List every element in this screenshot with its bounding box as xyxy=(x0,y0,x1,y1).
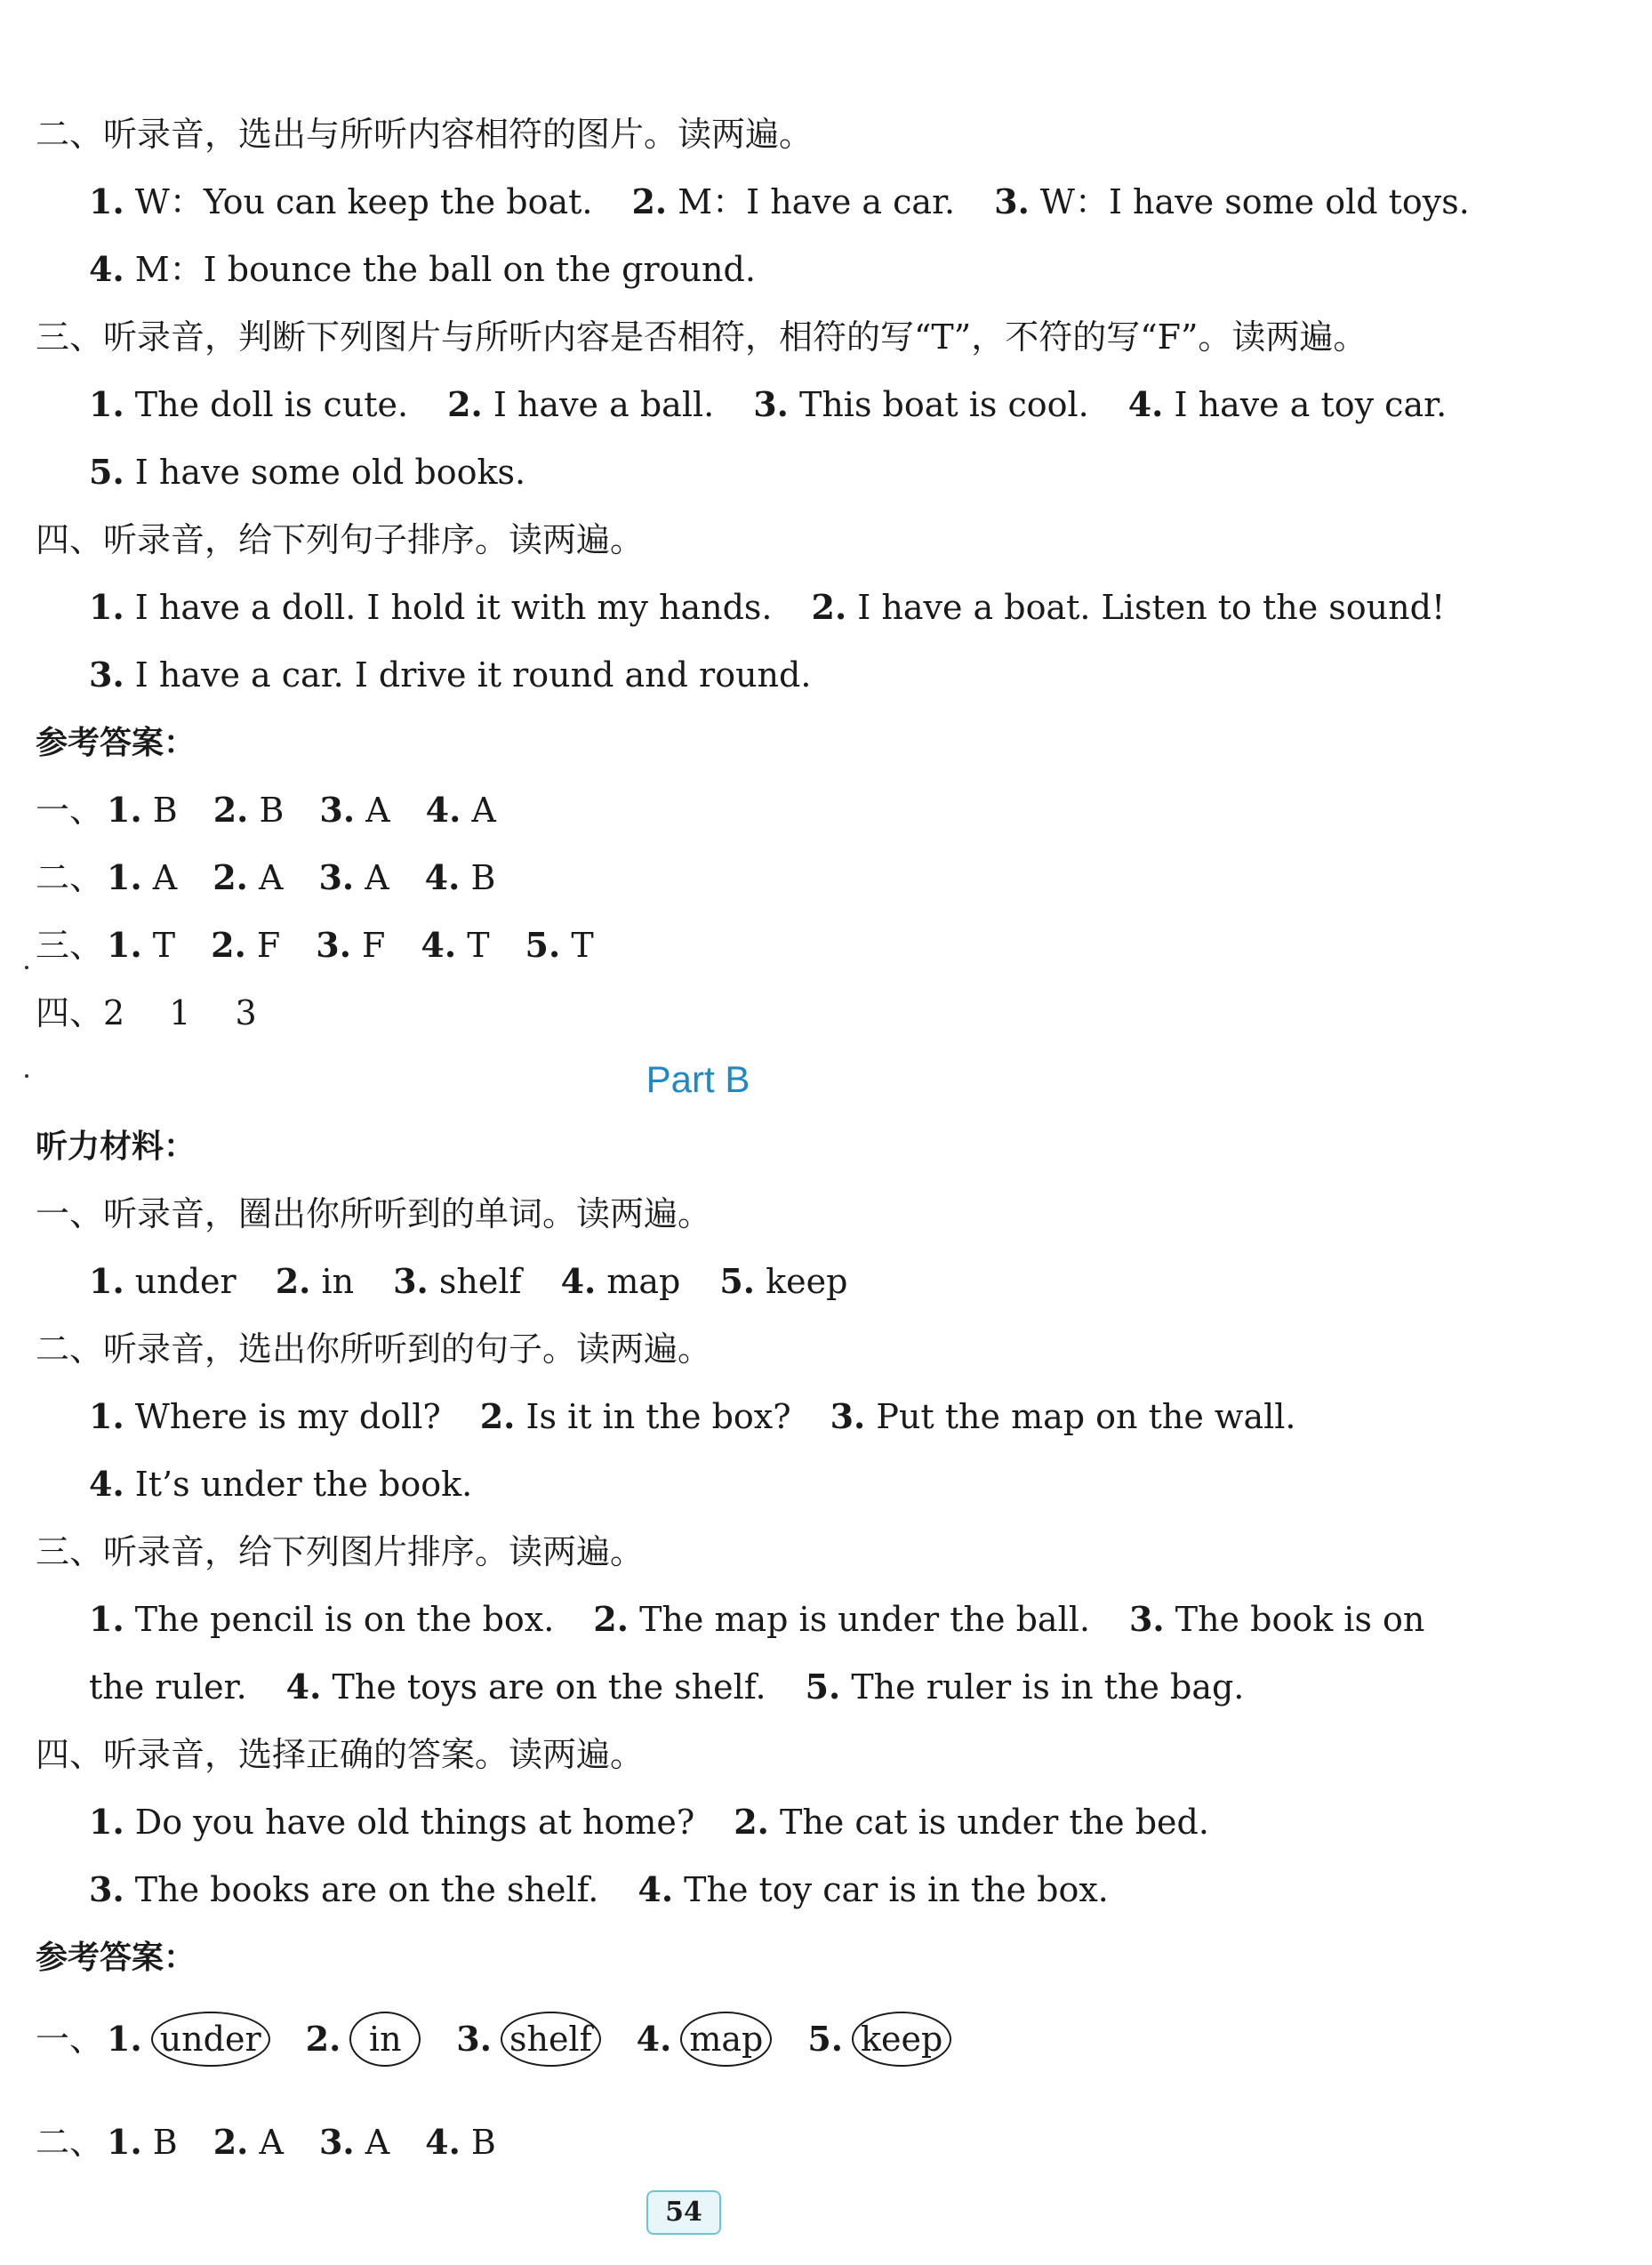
answer-item xyxy=(421,925,490,965)
item-number: 1. xyxy=(89,181,124,221)
list-item xyxy=(1127,384,1448,424)
answer-item xyxy=(107,857,178,897)
list-item xyxy=(89,181,593,221)
answer-row xyxy=(36,2122,532,2162)
list-item xyxy=(89,1261,237,1301)
answer-number: 3. xyxy=(456,2019,492,2059)
list-item xyxy=(89,587,773,627)
list-item xyxy=(89,249,756,289)
answer-item xyxy=(425,2122,496,2162)
item-number: 3. xyxy=(89,655,124,695)
item-number: 4. xyxy=(560,1261,597,1301)
item-text: in xyxy=(321,1262,355,1301)
circled-word: keep xyxy=(852,2012,951,2067)
sentence-line xyxy=(89,181,1470,221)
item-number: 2. xyxy=(479,1396,516,1436)
answer-value: B xyxy=(470,2123,496,2162)
word-line xyxy=(89,1261,848,1301)
answer-item xyxy=(424,857,496,897)
answer-value: B xyxy=(259,791,285,830)
answers-heading: 参考答案： xyxy=(36,725,196,761)
list-item xyxy=(631,181,956,221)
answer-item xyxy=(318,2122,390,2162)
answer-number: 2. xyxy=(213,790,249,830)
item-number: 4. xyxy=(89,249,124,289)
sentence-line xyxy=(89,249,756,289)
sentence-line xyxy=(89,1464,473,1504)
list-item xyxy=(285,1667,766,1707)
answer-value: A xyxy=(365,791,390,830)
answer-number: 4. xyxy=(636,2019,672,2059)
answer-prefix: 二、 xyxy=(36,2123,104,2162)
answer-number: 2. xyxy=(213,857,248,897)
item-number: 4. xyxy=(638,1869,674,1909)
list-item xyxy=(275,1261,355,1301)
answer-value: A xyxy=(365,858,389,897)
answers-heading: 参考答案： xyxy=(36,1940,196,1976)
item-text: The books are on the shelf. xyxy=(134,1870,599,1909)
item-text: I have a boat. Listen to the sound! xyxy=(857,588,1446,627)
answer-value: F xyxy=(256,926,281,965)
item-number: 3. xyxy=(393,1261,429,1301)
list-item xyxy=(89,384,409,424)
item-number: 2. xyxy=(631,181,668,221)
sentence-line xyxy=(89,1667,1245,1707)
answer-order: 2 1 3 xyxy=(103,993,257,1032)
section-title: 一、听录音，圈出你所听到的单词。读两遍。 xyxy=(36,1194,712,1233)
answer-value: A xyxy=(259,2123,284,2162)
item-text: shelf xyxy=(438,1262,522,1301)
item-number: 2. xyxy=(811,587,847,627)
section-title: 二、听录音，选出与所听内容相符的图片。读两遍。 xyxy=(36,115,814,154)
item-text: W：I have some old toys. xyxy=(1039,182,1470,221)
circled-word: in xyxy=(349,2012,421,2067)
item-number: 4. xyxy=(89,1464,124,1504)
list-item xyxy=(830,1396,1296,1436)
item-number: 1. xyxy=(89,1599,124,1639)
answer-item xyxy=(211,925,281,965)
sentence-line xyxy=(89,1396,1296,1436)
item-number: 2. xyxy=(593,1599,629,1639)
section-title: 三、听录音，判断下列图片与所听内容是否相符，相符的写“T”，不符的写“F”。读两遍。 xyxy=(36,317,1367,357)
list-item xyxy=(994,181,1470,221)
item-text: M：I have a car. xyxy=(678,182,956,221)
answer-item xyxy=(107,2012,270,2067)
answer-number: 4. xyxy=(425,790,461,830)
list-item xyxy=(593,1599,1090,1639)
list-item xyxy=(393,1261,522,1301)
answer-number: 2. xyxy=(305,2019,341,2059)
list-item xyxy=(805,1667,1245,1707)
item-text: The ruler is in the bag. xyxy=(851,1667,1245,1707)
item-text: The toy car is in the box. xyxy=(684,1870,1109,1909)
answer-prefix: 二、 xyxy=(36,858,104,897)
answer-number: 2. xyxy=(211,925,246,965)
item-number: 3. xyxy=(753,384,789,424)
answer-number: 1. xyxy=(107,857,142,897)
item-number: 5. xyxy=(719,1261,756,1301)
answer-item xyxy=(318,857,389,897)
item-text: I have a car. I drive it round and round. xyxy=(134,655,812,695)
answer-number: 4. xyxy=(421,925,457,965)
sentence-line xyxy=(89,1599,1425,1639)
item-text: under xyxy=(134,1262,237,1301)
list-item xyxy=(1128,1599,1425,1639)
answer-item xyxy=(456,2012,600,2067)
item-text: I have a ball. xyxy=(493,385,715,424)
item-text: I have a doll. I hold it with my hands. xyxy=(134,588,773,627)
list-item xyxy=(734,1802,1209,1842)
answer-value: T xyxy=(152,926,176,965)
item-text: This boat is cool. xyxy=(798,385,1089,424)
list-item xyxy=(89,1869,599,1909)
item-number: 3. xyxy=(830,1396,866,1436)
item-number: 1. xyxy=(89,587,124,627)
section-title: 三、听录音，给下列图片排序。读两遍。 xyxy=(36,1532,645,1571)
answer-number: 3. xyxy=(318,2122,355,2162)
answer-value: F xyxy=(362,926,386,965)
answer-value: A xyxy=(471,791,496,830)
item-text: M：I bounce the ball on the ground. xyxy=(134,250,756,289)
answer-value: B xyxy=(470,858,496,897)
answer-item xyxy=(425,790,496,830)
item-text: Where is my doll? xyxy=(134,1397,441,1436)
sentence-line xyxy=(89,452,526,492)
section-title: 四、听录音，选择正确的答案。读两遍。 xyxy=(36,1735,645,1774)
item-number: 1. xyxy=(89,1396,124,1436)
answer-item xyxy=(107,790,178,830)
answer-item xyxy=(319,790,390,830)
list-item xyxy=(89,1599,555,1639)
item-text: The doll is cute. xyxy=(134,385,409,424)
answer-item xyxy=(213,2122,284,2162)
item-text: map xyxy=(606,1262,681,1301)
scan-mark xyxy=(25,966,28,969)
item-text: The map is under the ball. xyxy=(639,1600,1090,1639)
item-number: 3. xyxy=(89,1869,124,1909)
item-number: 2. xyxy=(734,1802,769,1842)
listening-heading: 听力材料： xyxy=(36,1128,196,1165)
answer-prefix: 一、 xyxy=(36,2020,104,2059)
circled-word: under xyxy=(151,2012,270,2067)
sentence-line xyxy=(89,384,1448,424)
item-number: 2. xyxy=(447,384,483,424)
item-text: The toys are on the shelf. xyxy=(332,1667,766,1707)
sentence-line xyxy=(89,1869,1109,1909)
answer-value: B xyxy=(152,791,178,830)
sentence-continuation: the ruler. xyxy=(89,1667,247,1707)
item-number: 2. xyxy=(275,1261,311,1301)
answer-item xyxy=(306,2012,421,2067)
answer-prefix: 一、 xyxy=(36,791,104,830)
item-number: 3. xyxy=(994,181,1030,221)
answer-number: 3. xyxy=(318,857,355,897)
answer-row xyxy=(36,993,257,1032)
item-number: 3. xyxy=(1128,1599,1165,1639)
circled-word: map xyxy=(680,2012,772,2067)
answer-item xyxy=(107,925,176,965)
list-item xyxy=(719,1261,848,1301)
answer-item xyxy=(316,925,386,965)
list-item xyxy=(89,452,526,492)
answer-number: 1. xyxy=(107,790,142,830)
answer-number: 1. xyxy=(107,2019,142,2059)
page-number: 54 xyxy=(646,2190,721,2235)
answer-number: 2. xyxy=(213,2122,249,2162)
answer-item xyxy=(213,790,285,830)
circled-word: shelf xyxy=(501,2012,601,2067)
answer-number: 4. xyxy=(424,857,461,897)
answer-number: 1. xyxy=(107,2122,142,2162)
list-item xyxy=(638,1869,1109,1909)
answer-number: 3. xyxy=(319,790,356,830)
item-number: 1. xyxy=(89,384,124,424)
item-number: 5. xyxy=(89,452,124,492)
answer-number: 1. xyxy=(107,925,142,965)
answer-row xyxy=(36,925,630,965)
answer-prefix: 三、 xyxy=(36,926,104,965)
answer-number: 3. xyxy=(316,925,351,965)
section-title: 四、听录音，给下列句子排序。读两遍。 xyxy=(36,520,645,559)
answer-value: T xyxy=(571,926,594,965)
list-item xyxy=(811,587,1446,627)
answer-item xyxy=(107,2122,178,2162)
list-item xyxy=(89,1396,441,1436)
item-text: The book is on xyxy=(1175,1600,1425,1639)
section-title: 二、听录音，选出你所听到的句子。读两遍。 xyxy=(36,1329,712,1369)
answer-item xyxy=(637,2012,773,2067)
item-text: Is it in the box? xyxy=(525,1397,791,1436)
list-item xyxy=(89,1464,473,1504)
list-item xyxy=(479,1396,791,1436)
sentence-line xyxy=(89,655,812,695)
answer-row-circled xyxy=(36,2012,987,2067)
answer-value: T xyxy=(467,926,490,965)
list-item xyxy=(89,1802,695,1842)
answer-number: 4. xyxy=(425,2122,461,2162)
item-text: It’s under the book. xyxy=(134,1465,473,1504)
answer-value: A xyxy=(365,2123,390,2162)
item-text: W：You can keep the boat. xyxy=(134,182,593,221)
item-text: keep xyxy=(766,1262,848,1301)
item-number: 4. xyxy=(1127,384,1164,424)
item-text: The pencil is on the box. xyxy=(134,1600,555,1639)
answer-value: A xyxy=(152,858,178,897)
answer-prefix: 四、 xyxy=(36,993,104,1032)
item-number: 5. xyxy=(805,1667,841,1707)
item-text: I have a toy car. xyxy=(1174,385,1448,424)
sentence-group xyxy=(286,1667,1245,1707)
item-text: I have some old books. xyxy=(134,453,526,492)
list-item xyxy=(447,384,715,424)
item-text: Put the map on the wall. xyxy=(876,1397,1296,1436)
item-text: The cat is under the bed. xyxy=(779,1803,1209,1842)
part-title: Part B xyxy=(646,1058,750,1100)
list-item xyxy=(560,1261,681,1301)
list-item xyxy=(753,384,1089,424)
answer-item xyxy=(213,857,284,897)
list-item xyxy=(89,655,812,695)
answer-value: B xyxy=(152,2123,178,2162)
answer-item xyxy=(525,925,594,965)
item-number: 4. xyxy=(285,1667,322,1707)
sentence-line xyxy=(89,1802,1209,1842)
answer-row xyxy=(36,857,531,897)
answer-number: 5. xyxy=(807,2019,844,2059)
answer-number: 5. xyxy=(525,925,561,965)
answer-value: A xyxy=(259,858,284,897)
sentence-line xyxy=(89,587,1446,627)
item-number: 1. xyxy=(89,1261,124,1301)
answer-row xyxy=(36,790,532,830)
item-text: Do you have old things at home? xyxy=(134,1803,695,1842)
item-number: 1. xyxy=(89,1802,124,1842)
answer-item xyxy=(807,2012,951,2067)
